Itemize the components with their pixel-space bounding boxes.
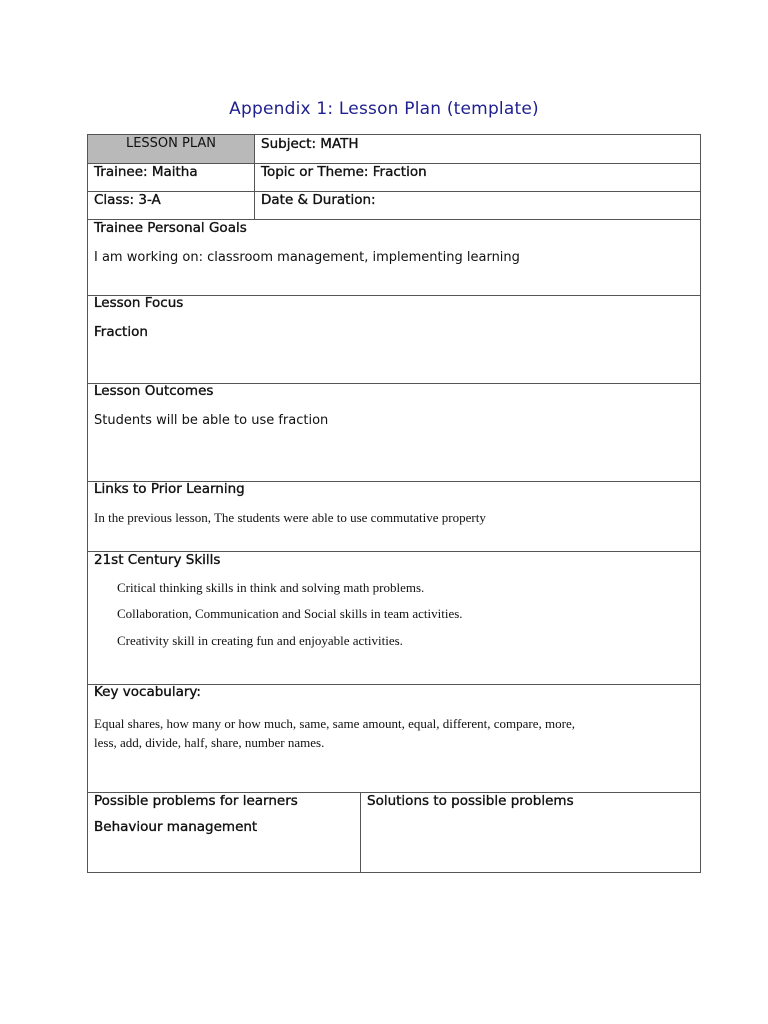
problems-heading: Possible problems for learners [94,793,298,809]
trainee-label: Trainee: Maitha [94,164,198,180]
vocab-heading: Key vocabulary: [94,684,201,700]
solutions-heading: Solutions to possible problems [367,793,574,809]
skill-item: Creativity skill in creating fun and enjoyable activities. [117,633,403,648]
skills-heading: 21st Century Skills [94,552,221,568]
lesson-plan-table [87,134,701,873]
lesson-plan-label: LESSON PLAN [125,136,217,151]
skill-item: Critical thinking skills in think and solving math problems. [117,580,425,595]
outcomes-heading: Lesson Outcomes [94,383,214,399]
skill-item: Collaboration, Communication and Social skills in team activities. [117,606,463,621]
class-label: Class: 3-A [94,192,161,208]
row-line [87,191,701,192]
vocab-text-line2: less, add, divide, half, share, number names. [94,735,325,750]
topic-label: Topic or Theme: Fraction [261,164,427,180]
prior-learning-text: In the previous lesson, The students were able to use commutative property [94,510,486,525]
goals-text: I am working on: classroom management, implementing learning [94,250,520,265]
focus-text: Fraction [94,324,148,340]
outcomes-text: Students will be able to use fraction [94,413,329,428]
subject-label: Subject: MATH [261,136,359,152]
problems-divider [360,792,361,873]
header-divider [254,134,255,220]
goals-heading: Trainee Personal Goals [94,220,247,236]
vocab-text-line1: Equal shares, how many or how much, same, same amount, equal, different, compare, more, [94,716,575,731]
date-duration-label: Date & Duration: [261,192,376,208]
focus-heading: Lesson Focus [94,295,184,311]
page-title: Appendix 1: Lesson Plan (template) [229,99,539,119]
prior-learning-heading: Links to Prior Learning [94,481,245,497]
problems-text: Behaviour management [94,819,258,835]
